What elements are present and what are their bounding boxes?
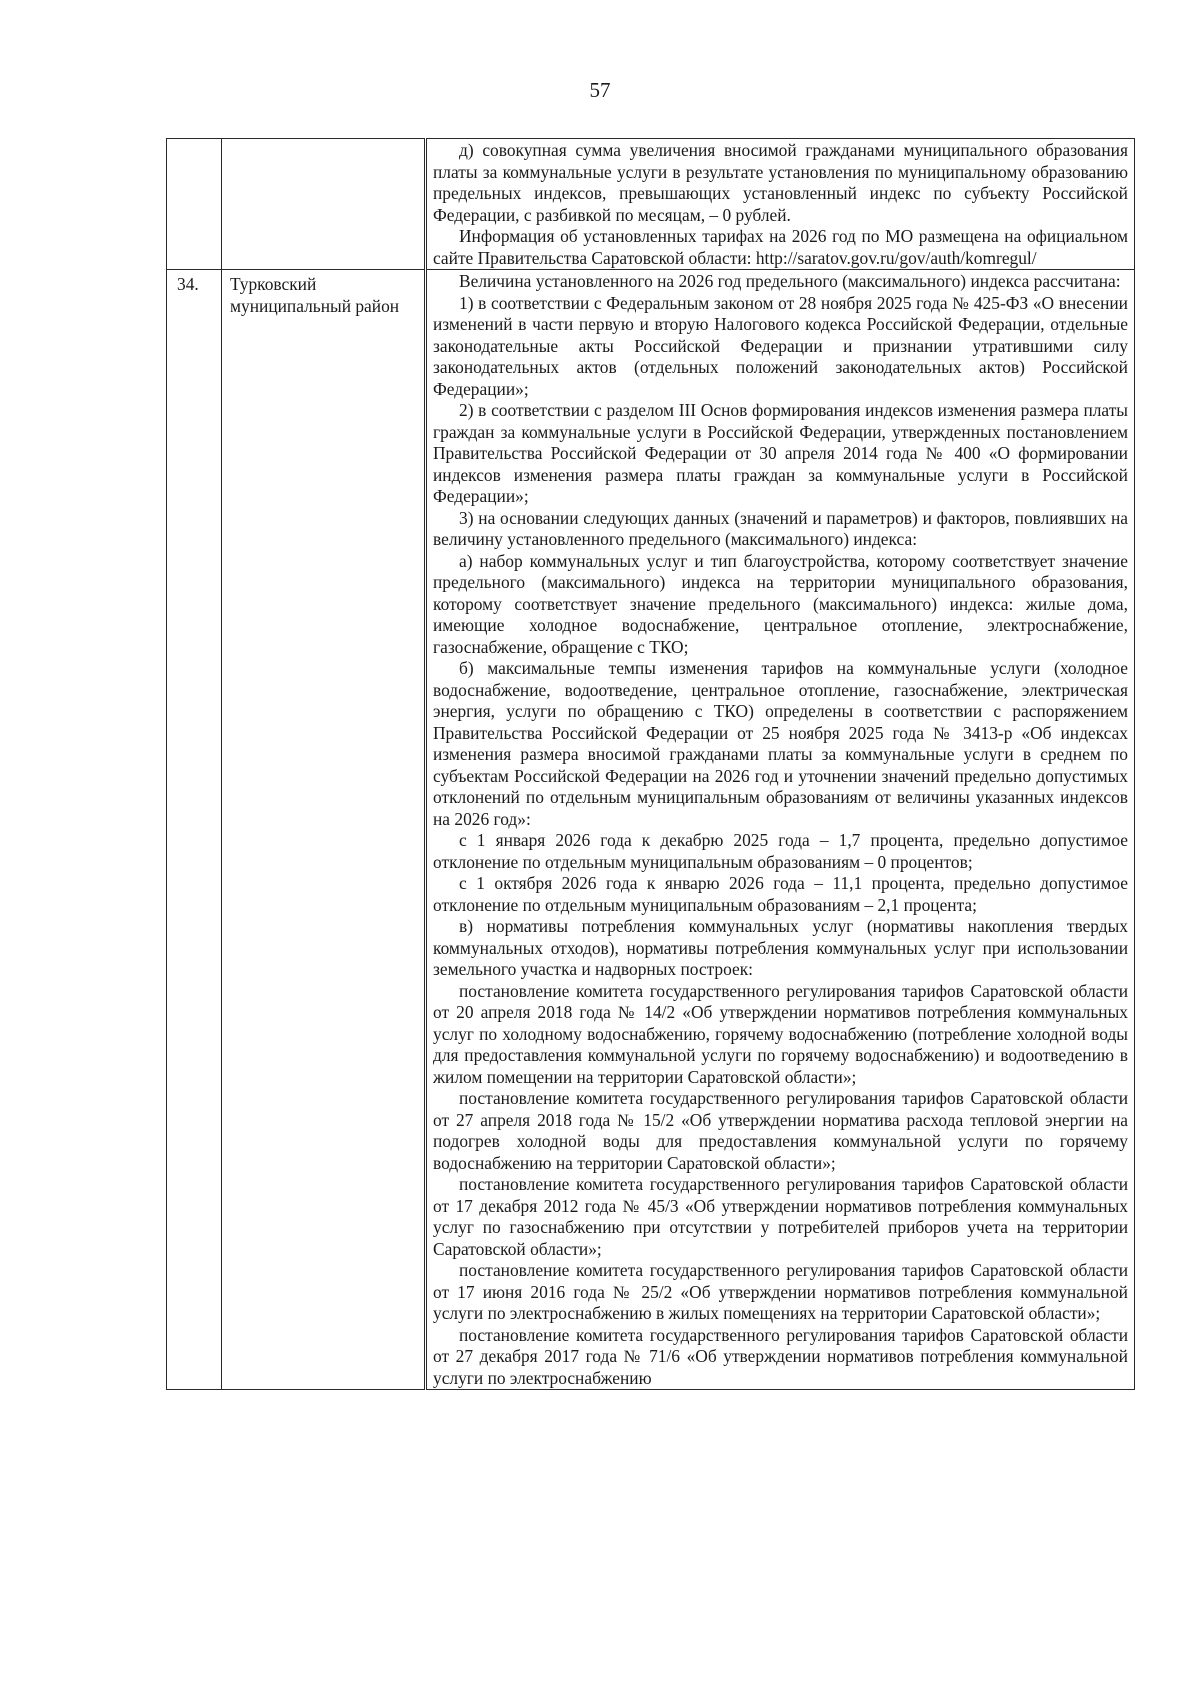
paragraph: б) максимальные темпы изменения тарифов на коммунальные услуги (холодное водоснабжение, водоотведение, центральное отопление, газоснабжение, электрическая энергия, услуги по обращению с ТКО) определены в соответствии с распоряжением Правительства Российской Федерации от 25 ноября 2025 года № 3413-р «Об индексах изменения размера вносимой гражданами платы за коммунальные услуги в среднем по субъектам Российской Федерации на 2026 год и уточнении значений предельно допустимых отклонений по отдельным муниципальным образованиям от величины указанных индексов на 2026 год»: xyxy=(433,658,1128,829)
paragraph: постановление комитета государственного регулирования тарифов Саратовской области от 17 июня 2016 года № 25/2 «Об утверждении нормативов потребления коммунальной услуги по электроснабжению в жилых помещениях на территории Саратовской области»; xyxy=(433,1260,1128,1323)
paragraph: с 1 января 2026 года к декабрю 2025 года – 1,7 процента, предельно допустимое отклонение по отдельным муниципальным образованиям – 0 процентов; xyxy=(433,830,1128,872)
row-number-cell: 34. xyxy=(167,270,222,1390)
content-cell xyxy=(426,270,1135,1390)
tariff-table xyxy=(166,138,1135,1390)
paragraph: 3) на основании следующих данных (значений и параметров) и факторов, повлиявших на величину установленного предельного (максимального) индекса: xyxy=(433,507,1128,549)
paragraph: постановление комитета государственного регулирования тарифов Саратовской области от 27 апреля 2018 года № 15/2 «Об утверждении норматива расхода тепловой энергии на подогрев холодной воды для предоставления коммунальной услуги по горячему водоснабжению на территории Саратовской области»; xyxy=(433,1088,1128,1173)
paragraph: в) нормативы потребления коммунальных услуг (нормативы накопления твердых коммунальных отходов), нормативы потребления коммунальных услуг при использовании земельного участка и надворных построек: xyxy=(433,916,1128,979)
paragraph: д) совокупная сумма увеличения вносимой гражданами муниципального образования платы за коммунальные услуги в результате установления по муниципальному образованию предельных индексов, превышающих установленный индекс по субъекту Российской Федерации, с разбивкой по месяцам, – 0 рублей. xyxy=(433,140,1128,225)
paragraph: Величина установленного на 2026 год предельного (максимального) индекса рассчитана: xyxy=(459,271,1121,291)
paragraph: 2) в соответствии с разделом III Основ формирования индексов изменения размера платы граждан за коммунальные услуги в Российской Федерации, утвержденных постановлением Правительства Российской Федерации от 30 апреля 2014 года № 400 «О формировании индексов изменения размера платы граждан за коммунальные услуги в Российской Федерации»; xyxy=(433,400,1128,506)
table-row xyxy=(167,270,1135,1390)
page-number: 57 xyxy=(589,78,611,102)
row-number-cell xyxy=(167,139,222,270)
municipality-name-cell xyxy=(222,139,426,270)
paragraph: с 1 октября 2026 года к январю 2026 года – 11,1 процента, предельно допустимое отклонение по отдельным муниципальным образованиям – 2,1 процента; xyxy=(433,873,1128,915)
paragraph: постановление комитета государственного регулирования тарифов Саратовской области от 20 апреля 2018 года № 14/2 «Об утверждении нормативов потребления коммунальных услуг по холодному водоснабжению, горячему водоснабжению (потребление холодной воды для предоставления коммунальной услуги по горячему водоснабжению) и водоотведению в жилом помещении на территории Саратовской области»; xyxy=(433,980,1128,1087)
municipality-name-cell: Турковский муниципальный район xyxy=(222,270,426,1390)
paragraph: 1) в соответствии с Федеральным законом от 28 ноября 2025 года № 425-ФЗ «О внесении изменений в части первую и вторую Налогового кодекса Российской Федерации, отдельные законодательные акты Российской Федерации и признании утратившими силу законодательных актов (отдельных положений законодательных актов) Российской Федерации»; xyxy=(433,292,1128,399)
paragraph: Информация об установленных тарифах на 2026 год по МО размещена на официальном сайте Правительства Саратовской области: http://saratov.gov.ru/gov/auth/komregul/ xyxy=(433,226,1128,268)
content-cell xyxy=(426,139,1135,270)
table-row xyxy=(167,139,1135,270)
paragraph: а) набор коммунальных услуг и тип благоустройства, которому соответствует значение предельного (максимального) индекса на территории муниципального образования, которому соответствует значение предельного (максимального) индекса: жилые дома, имеющие холодное водоснабжение, центральное отопление, электроснабжение, газоснабжение, обращение с ТКО; xyxy=(433,550,1128,657)
paragraph: постановление комитета государственного регулирования тарифов Саратовской области от 27 декабря 2017 года № 71/6 «Об утверждении нормативов потребления коммунальной услуги по электроснабжению xyxy=(433,1324,1128,1388)
paragraph: постановление комитета государственного регулирования тарифов Саратовской области от 17 декабря 2012 года № 45/3 «Об утверждении нормативов потребления коммунальных услуг по газоснабжению при отсутствии у потребителей приборов учета на территории Саратовской области»; xyxy=(433,1174,1128,1259)
